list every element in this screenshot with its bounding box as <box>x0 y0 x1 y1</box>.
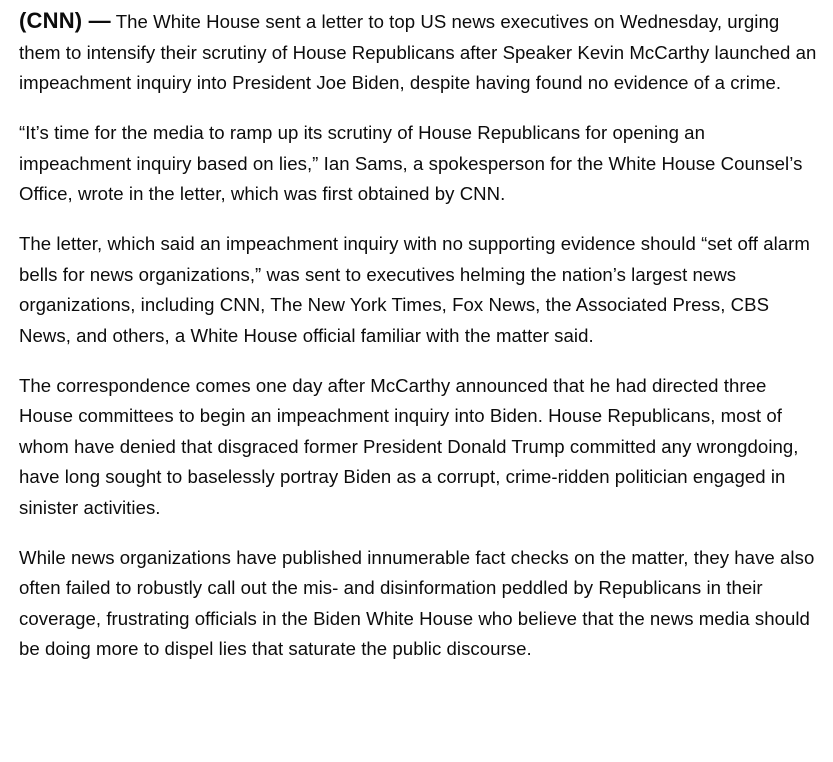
article-paragraph: The correspondence comes one day after McCarthy announced that he had directed three House committees to begin an impeachment inquiry into Biden. House Republicans, most of whom have denied that disgraced former President Donald Trump committed any wrongdoing, have long sought to baselessly portray Biden as a corrupt, crime-ridden politician engaged in sinister activities. <box>19 374 799 518</box>
article-paragraph <box>19 6 817 99</box>
article-paragraph: While news organizations have published innumerable fact checks on the matter, they have also often failed to robustly call out the mis- and disinformation peddled by Republicans in their coverage, frustrating officials in the Biden White House who believe that the news media should be doing more to dispel lies that saturate the public discourse. <box>19 546 815 659</box>
paragraph-text: The White House sent a letter to top US news executives on Wednesday, urging them to intensify their scrutiny of House Republicans after Speaker Kevin McCarthy launched an impeachment inquiry into President Joe Biden, despite having found no evidence of a crime. <box>19 11 817 93</box>
article-paragraph: The letter, which said an impeachment inquiry with no supporting evidence should “set off alarm bells for news organizations,” was sent to executives helming the nation’s largest news organizations, including CNN, The New York Times, Fox News, the Associated Press, CBS News, and others, a White House official familiar with the matter said. <box>19 233 810 346</box>
dateline: (CNN) — <box>19 8 111 33</box>
article-paragraph: “It’s time for the media to ramp up its scrutiny of House Republicans for opening an impeachment inquiry based on lies,” Ian Sams, a spokesperson for the White House Counsel’s Office, wrote in the letter, which was first obtained by CNN. <box>19 122 803 204</box>
